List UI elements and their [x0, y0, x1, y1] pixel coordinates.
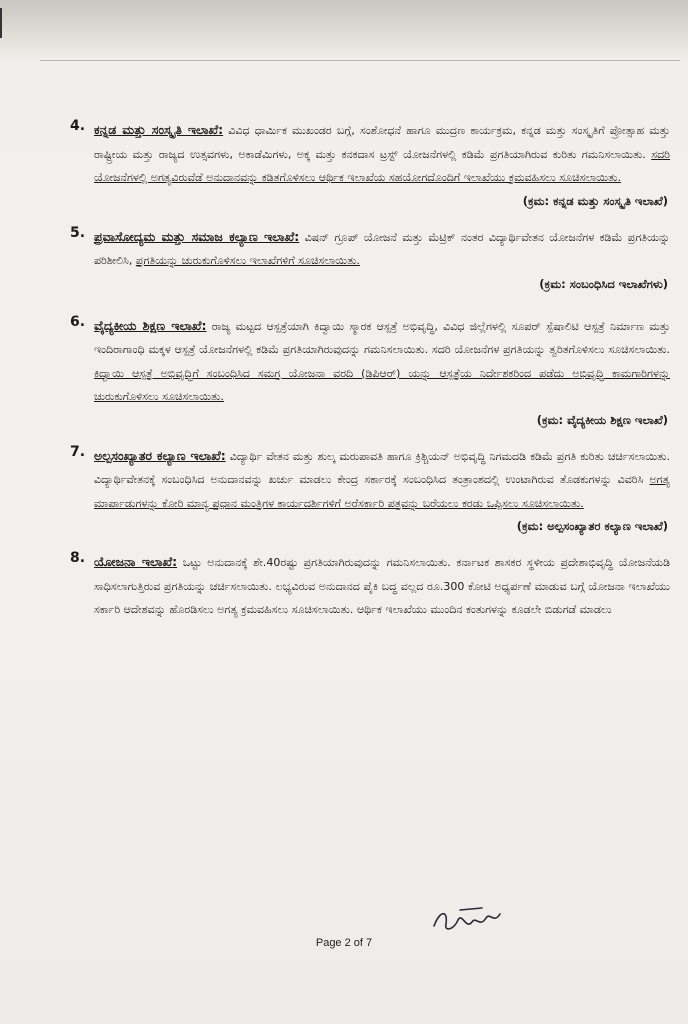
section-heading: ಅಲ್ಪಸಂಖ್ಯಾತರ ಕಲ್ಯಾಣ ಇಲಾಖೆ: — [94, 447, 226, 463]
section-medical-education — [70, 313, 670, 428]
page-top-shadow — [0, 0, 688, 58]
edge-mark — [0, 8, 2, 38]
section-directive: ಅಗತ್ಯ ಮಾರ್ಪಾಡುಗಳನ್ನು ಕೋರಿ ಮಾನ್ಯ ಪ್ರಧಾನ ಮಂತ್ರಿಗಳ ಕಾರ್ಯದರ್ಶಿಗಳಿಗೆ ಅರೆಸರ್ಕಾರಿ ಪತ್ರವನ್ನು ಬರೆಯಲು ಕರಡು ಒಪ್ಪಿಸಲು ಸೂಚಿಸಲಾಯಿತು. — [94, 473, 670, 510]
section-heading: ಕನ್ನಡ ಮತ್ತು ಸಂಸ್ಕೃತಿ ಇಲಾಖೆ: — [94, 122, 224, 137]
signature — [430, 900, 510, 940]
section-number: 6. — [70, 313, 86, 330]
section-body — [80, 550, 670, 622]
section-heading: ವೈದ್ಯಕೀಯ ಶಿಕ್ಷಣ ಇಲಾಖೆ: — [94, 317, 207, 333]
section-planning — [70, 550, 671, 622]
section-body — [80, 225, 670, 273]
action-credit: (ಕ್ರಮ: ಕನ್ನಡ ಮತ್ತು ಸಂಸ್ಕೃತಿ ಇಲಾಖೆ) — [522, 193, 668, 208]
section-text: ರಾಜ್ಯ ಮಟ್ಟದ ಆಸ್ಪತ್ರೆಯಾಗಿ ಕಿದ್ವಾಯಿ ಸ್ಮಾರಕ ಆಸ್ಪತ್ರೆ ಅಭಿವೃದ್ಧಿ, ವಿವಿಧ ಜಿಲ್ಲೆಗಳಲ್ಲಿ ಸೂಪರ್ ಸ್ಪೆಷಾಲಿಟಿ ಆಸ್ಪತ್ರೆ ನಿರ್ಮಾಣ ಮತ್ತು ಇಂದಿರಾಗಾಂಧಿ ಮಕ್ಕಳ ಆಸ್ಪತ್ರೆ ಯೋಜನೆಗಳಲ್ಲಿ ಕಡಿಮೆ ಪ್ರಗತಿಯಾಗಿರುವುದನ್ನು ಗಮನಿಸಲಾಯಿತು. ಸದರಿ ಯೋಜನೆಗಳ ಪ್ರಗತಿಯನ್ನು ತ್ವರಿತಗೊಳಿಸಲು ಸೂಚಿಸಲಾಯಿತು. — [94, 319, 670, 356]
section-directive: ಕಿದ್ವಾಯಿ ಆಸ್ಪತ್ರೆ ಅಭಿವೃದ್ಧಿಗೆ ಸಂಬಂಧಿಸಿದ ಸಮಗ್ರ ಯೋಜನಾ ವರದಿ (ಡಿಪಿಆರ್) ಯನ್ನು ಆಸ್ಪತ್ರೆಯ ನಿರ್ದೇಶಕರಿಂದ ಪಡೆದು ಅಭಿವೃದ್ಧಿ ಕಾಮಗಾರಿಗಳನ್ನು ಚುರುಕುಗೊಳಿಸಲು ಸೂಚಿಸಲಾಯಿತು. — [94, 366, 670, 403]
section-heading: ಪ್ರವಾಸೋದ್ಯಮ ಮತ್ತು ಸಮಾಜ ಕಲ್ಯಾಣ ಇಲಾಖೆ: — [94, 228, 300, 244]
section-number: 7. — [70, 443, 86, 460]
section-body — [80, 118, 670, 190]
section-text: ವಿದ್ಯಾರ್ಥಿ ವೇತನ ಮತ್ತು ಶುಲ್ಕ ಮರುಪಾವತಿ ಹಾಗೂ ಕ್ರಿಶ್ಚಿಯನ್ ಅಭಿವೃದ್ಧಿ ನಿಗಮದಡಿ ಕಡಿಮೆ ಪ್ರಗತಿ ಕುರಿತು ಚರ್ಚಿಸಲಾಯಿತು. ವಿದ್ಯಾರ್ಥಿವೇತನಕ್ಕೆ ಸಂಬಂಧಿಸಿದ ಅನುದಾನವನ್ನು ಖರ್ಚು ಮಾಡಲು ಕೇಂದ್ರ ಸರ್ಕಾರಕ್ಕೆ ಸಂಬಂಧಿಸಿದ ತಂತ್ರಾಂಶದಲ್ಲಿ ಉಂಟಾಗಿರುವ ತೊಡಕುಗಳನ್ನು ವಿವರಿಸಿ — [94, 449, 671, 486]
section-kannada-culture — [70, 118, 670, 209]
section-minority-welfare — [70, 443, 671, 535]
section-directive: ಪ್ರಗತಿಯನ್ನು ಚುರುಕುಗೊಳಿಸಲು ಇಲಾಖೆಗಳಿಗೆ ಸೂಚಿಸಲಾಯಿತು. — [135, 254, 360, 267]
section-text: ವಿವಿಧ ಧಾರ್ಮಿಕ ಮುಖಂಡರ ಬಗ್ಗೆ, ಸಂಶೋಧನೆ ಹಾಗೂ ಮುದ್ರಣ ಕಾರ್ಯಕ್ರಮ, ಕನ್ನಡ ಮತ್ತು ಸಂಸ್ಕೃತಿಗೆ ಪ್ರೋತ್ಸಾಹ ಮತ್ತು ರಾಷ್ಟ್ರೀಯ ಮತ್ತು ರಾಜ್ಯದ ಉತ್ಸವಗಳು, ಅಕಾಡೆಮಿಗಳು, ಅಕ್ಕ ಮತ್ತು ಕನಕದಾಸ ಟ್ರಸ್ಟ್‌ ಯೋಜನೆಗಳಲ್ಲಿ ಕಡಿಮೆ ಪ್ರಗತಿಯಾಗಿರುವ ಕುರಿತು ಗಮನಿಸಲಾಯಿತು. — [94, 124, 670, 161]
action-credit: (ಕ್ರಮ: ಅಲ್ಪಸಂಖ್ಯಾತರ ಕಲ್ಯಾಣ ಇಲಾಖೆ) — [516, 519, 668, 533]
section-number: 8. — [70, 550, 86, 566]
fold-line — [40, 60, 680, 61]
page-number: Page 2 of 7 — [315, 937, 373, 949]
section-heading: ಯೋಜನಾ ಇಲಾಖೆ: — [94, 554, 178, 569]
section-directive: ಸದರಿ ಯೋಜನೆಗಳಲ್ಲಿ ಅಗತ್ಯವಿರುವೆಡೆ ಅನುದಾನವನ್ನು ಕಡಿತಗೊಳಿಸಲು ಆರ್ಥಿಕ ಇಲಾಖೆಯ ಸಹಯೋಗದೊಂದಿಗೆ ಇಲಾಖೆಯು ಕ್ರಮವಹಿಸಲು ಸೂಚಿಸಲಾಯಿತು. — [94, 147, 670, 184]
section-tourism-social-welfare — [70, 224, 670, 292]
section-text: ಒಟ್ಟು ಅನುದಾನಕ್ಕೆ ಶೇ.40ರಷ್ಟು ಪ್ರಗತಿಯಾಗಿರುವುದನ್ನು ಗಮನಿಸಲಾಯಿತು. ಕರ್ನಾಟಕ ಶಾಸಕರ ಸ್ಥಳೀಯ ಪ್ರದೇಶಾಭಿವೃದ್ಧಿ ಯೋಜನೆಯಡಿ ಸಾಧಿಸಲಾಗುತ್ತಿರುವ ಪ್ರಗತಿಯನ್ನು ಚರ್ಚಿಸಲಾಯಿತು. ಲಭ್ಯವಿರುವ ಅನುದಾನದ ಪೈಕಿ ಬದ್ಧ ವಲ್ಲದ ರೂ.300 ಕೋಟಿ ಅಧ್ಯರ್ಪಣೆ ಮಾಡುವ ಬಗ್ಗೆ ಯೋಜನಾ ಇಲಾಖೆಯು ಸರ್ಕಾರಿ ಆದೇಶವನ್ನು ಹೊರಡಿಸಲು ಅಗತ್ಯ ಕ್ರಮವಹಿಸಲು ಸೂಚಿಸಲಾಯಿತು. ಆರ್ಥಿಕ ಇಲಾಖೆಯು ಮುಂದಿನ ಕಂತುಗಳನ್ನು ಕೂಡಲೇ ಬಿಡುಗಡೆ ಮಾಡಲು — [94, 556, 671, 616]
section-number: 5. — [70, 224, 86, 241]
section-body — [80, 314, 670, 409]
action-credit: (ಕ್ರಮ: ವೈದ್ಯಕೀಯ ಶಿಕ್ಷಣ ಇಲಾಖೆ) — [536, 412, 668, 427]
page-content — [70, 118, 671, 636]
section-number: 4. — [70, 118, 86, 134]
section-text: ವಿಷನ್ ಗ್ರೂಪ್ ಯೋಜನೆ ಮತ್ತು ಮೆಟ್ರಿಕ್ ನಂತರ ವಿದ್ಯಾರ್ಥಿವೇತನ ಯೋಜನೆಗಳ ಕಡಿಮೆ ಪ್ರಗತಿಯನ್ನು ಪರಿಶೀಲಿಸಿ, — [94, 230, 670, 267]
action-credit: (ಕ್ರಮ: ಸಂಬಂಧಿಸಿದ ಇಲಾಖೆಗಳು) — [539, 276, 668, 291]
section-body — [80, 444, 670, 516]
